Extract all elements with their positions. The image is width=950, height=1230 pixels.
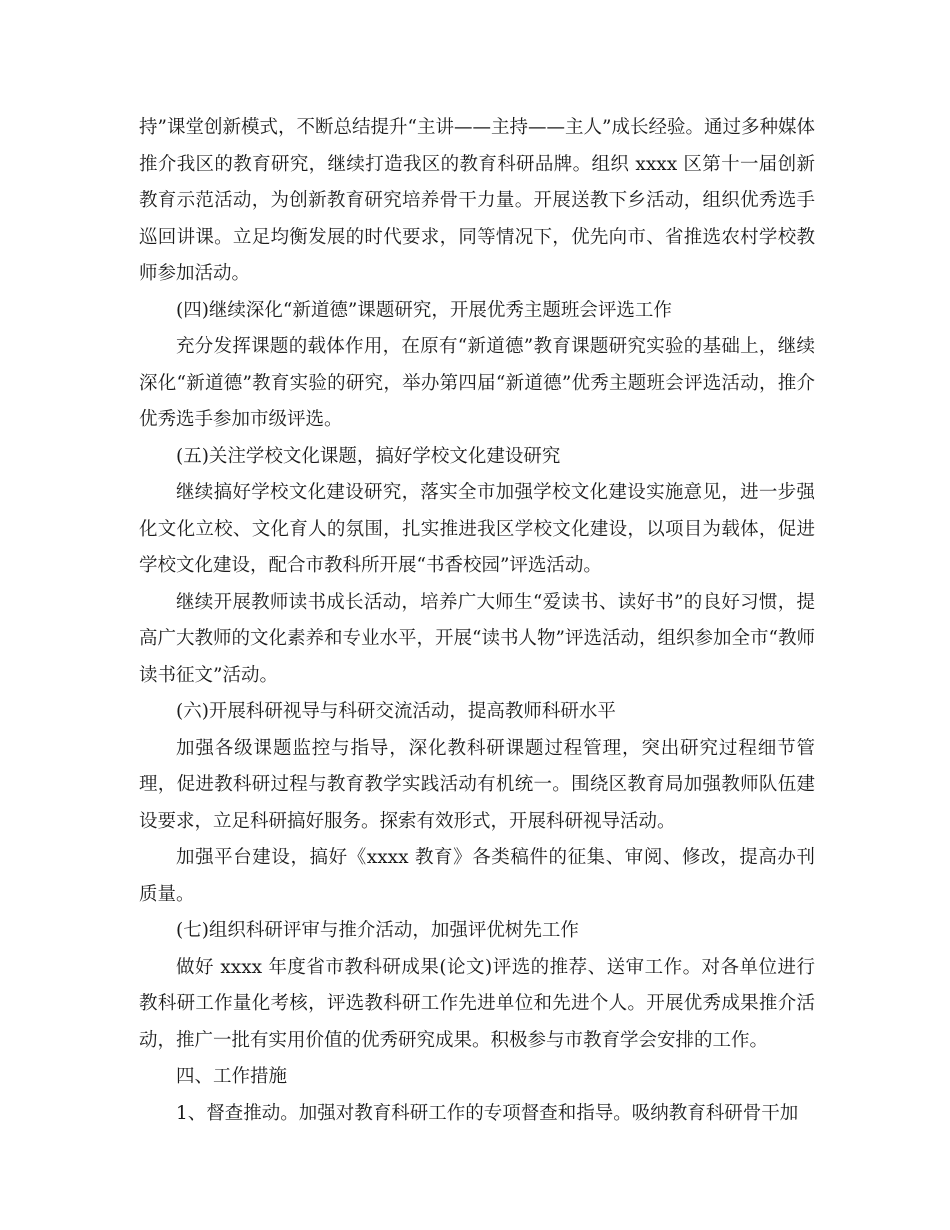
section-heading-measures: 四、工作措施 xyxy=(176,1066,288,1087)
paragraph: 加强各级课题监控与指导，深化教科研课题过程管理，突出研究过程细节管理，促进教科研过程与教育教学实践活动有机统一。围绕区教育局加强教师队伍建设要求，立足科研搞好服务。探索有效形式，开展科研视导活动。 xyxy=(139,737,815,832)
section-heading-4: (四)继续深化“新道德”课题研究，开展优秀主题班会评选工作 xyxy=(176,299,672,321)
document-body xyxy=(139,110,815,1132)
paragraph: 做好 xxxx 年度省市教科研成果(论文)评选的推荐、送审工作。对各单位进行教科研工作量化考核，评选教科研工作先进单位和先进个人。开展优秀成果推介活动，推广一批有实用价值的优秀研究成果。积极参与市教育学会安排的工作。 xyxy=(139,956,815,1051)
section-heading-6: (六)开展科研视导与科研交流活动，提高教师科研水平 xyxy=(176,701,616,722)
paragraph: 继续开展教师读书成长活动，培养广大师生“爱读书、读好书”的良好习惯，提高广大教师的文化素养和专业水平，开展“读书人物”评选活动，组织参加全市“教师读书征文”活动。 xyxy=(139,591,815,686)
paragraph: 充分发挥课题的载体作用，在原有“新道德”教育课题研究实验的基础上，继续深化“新道德”教育实验的研究，举办第四届“新道德”优秀主题班会评选活动，推介优秀选手参加市级评选。 xyxy=(139,336,815,430)
section-heading-7: (七)组织科研评审与推介活动，加强评优树先工作 xyxy=(176,920,579,941)
paragraph: 继续搞好学校文化建设研究，落实全市加强学校文化建设实施意见，进一步强化文化立校、文化育人的氛围，扎实推进我区学校文化建设，以项目为载体，促进学校文化建设，配合市教科所开展“书香校园”评选活动。 xyxy=(139,482,815,576)
paragraph-continuation: 持”课堂创新模式，不断总结提升“主讲——主持——主人”成长经验。通过多种媒体推介我区的教育研究，继续打造我区的教育科研品牌。组织 xxxx 区第十一届创新教育示范活动，为创新教育研究培养骨干力量。开展送教下乡活动，组织优秀选手巡回讲课。立足均衡发展的时代要求，同等情况下，优先向市、省推选农村学校教师参加活动。 xyxy=(139,117,815,284)
paragraph: 加强平台建设，搞好《xxxx 教育》各类稿件的征集、审阅、修改，提高办刊质量。 xyxy=(139,847,815,905)
paragraph: 1、督查推动。加强对教育科研工作的专项督查和指导。吸纳教育科研骨干加 xyxy=(176,1102,799,1124)
section-heading-5: (五)关注学校文化课题，搞好学校文化建设研究 xyxy=(176,445,561,467)
